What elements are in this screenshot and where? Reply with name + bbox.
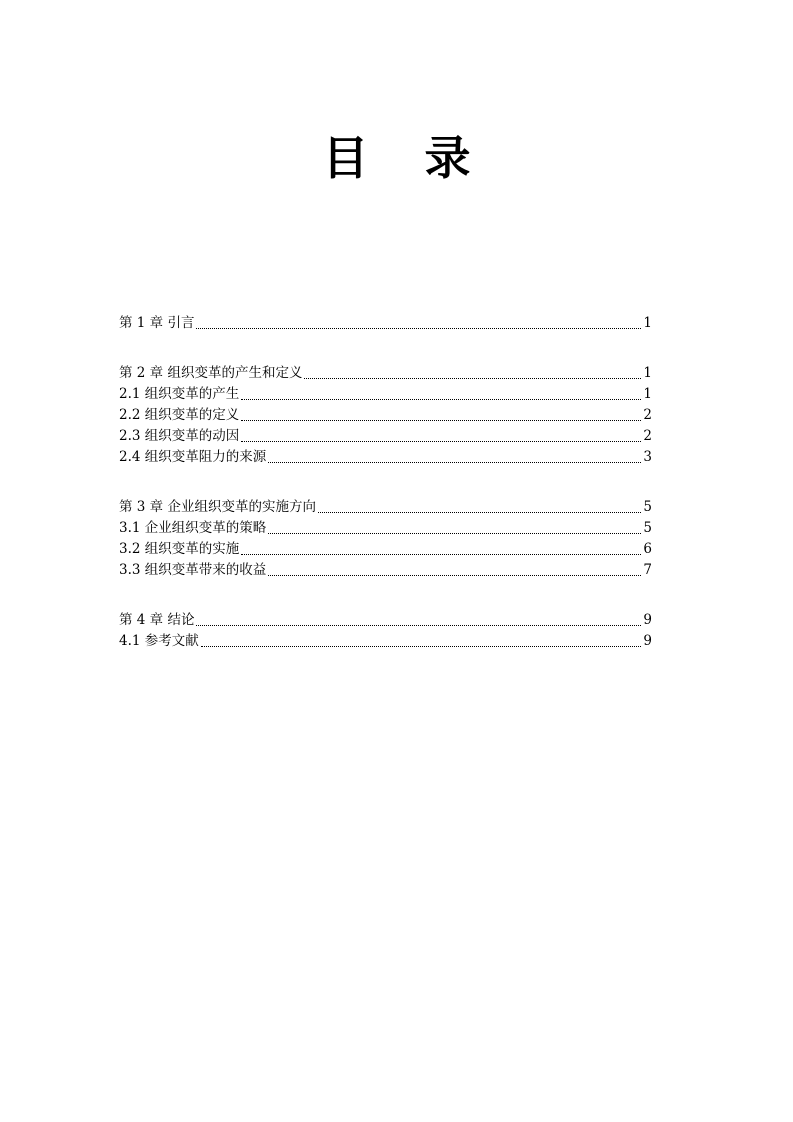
toc-page-number: 3 xyxy=(643,449,652,465)
toc-chapter-1 xyxy=(119,313,652,334)
toc-entry-label: 4.1 参考文献 xyxy=(119,633,199,649)
toc-entry-label: 第 3 章 企业组织变革的实施方向 xyxy=(119,499,316,515)
toc-page-number: 1 xyxy=(643,315,652,331)
page-title: 目 录 xyxy=(322,131,491,185)
table-of-contents xyxy=(119,313,652,681)
toc-page-number: 5 xyxy=(643,499,652,515)
toc-page-number: 7 xyxy=(643,562,652,578)
toc-dot-leader xyxy=(196,625,641,626)
toc-entry[interactable] xyxy=(119,313,652,334)
toc-entry-label: 第 1 章 引言 xyxy=(119,315,195,331)
toc-entry-label: 3.2 组织变革的实施 xyxy=(119,541,240,557)
toc-dot-leader xyxy=(241,420,641,421)
toc-entry-label: 第 4 章 结论 xyxy=(119,612,195,628)
toc-entry[interactable] xyxy=(119,560,652,581)
toc-page-number: 9 xyxy=(643,633,652,649)
toc-entry[interactable] xyxy=(119,518,652,539)
toc-entry[interactable] xyxy=(119,384,652,405)
toc-dot-leader xyxy=(268,575,641,576)
toc-page-number: 2 xyxy=(643,428,652,444)
toc-page-number: 2 xyxy=(643,407,652,423)
toc-dot-leader xyxy=(318,512,641,513)
toc-entry[interactable] xyxy=(119,497,652,518)
toc-dot-leader xyxy=(196,328,641,329)
toc-dot-leader xyxy=(304,378,641,379)
toc-entry-label: 第 2 章 组织变革的产生和定义 xyxy=(119,365,303,381)
toc-dot-leader xyxy=(241,399,641,400)
toc-entry-label: 2.1 组织变革的产生 xyxy=(119,386,240,402)
toc-page-number: 5 xyxy=(643,520,652,536)
toc-entry[interactable] xyxy=(119,405,652,426)
toc-dot-leader xyxy=(268,462,641,463)
toc-entry-label: 2.3 组织变革的动因 xyxy=(119,428,240,444)
toc-entry[interactable] xyxy=(119,631,652,652)
toc-dot-leader xyxy=(268,533,641,534)
toc-entry-label: 2.2 组织变革的定义 xyxy=(119,407,240,423)
toc-entry[interactable] xyxy=(119,426,652,447)
toc-entry-label: 3.3 组织变革带来的收益 xyxy=(119,562,267,578)
toc-entry[interactable] xyxy=(119,447,652,468)
toc-chapter-3 xyxy=(119,497,652,581)
toc-page-number: 1 xyxy=(643,386,652,402)
toc-entry[interactable] xyxy=(119,539,652,560)
toc-page-number: 6 xyxy=(643,541,652,557)
toc-dot-leader xyxy=(241,441,641,442)
toc-chapter-2 xyxy=(119,363,652,468)
toc-page-number: 9 xyxy=(643,612,652,628)
toc-entry[interactable] xyxy=(119,363,652,384)
toc-chapter-4 xyxy=(119,610,652,652)
toc-dot-leader xyxy=(201,646,642,647)
toc-entry[interactable] xyxy=(119,610,652,631)
toc-page-number: 1 xyxy=(643,365,652,381)
toc-entry-label: 3.1 企业组织变革的策略 xyxy=(119,520,267,536)
toc-dot-leader xyxy=(241,554,641,555)
toc-entry-label: 2.4 组织变革阻力的来源 xyxy=(119,449,267,465)
